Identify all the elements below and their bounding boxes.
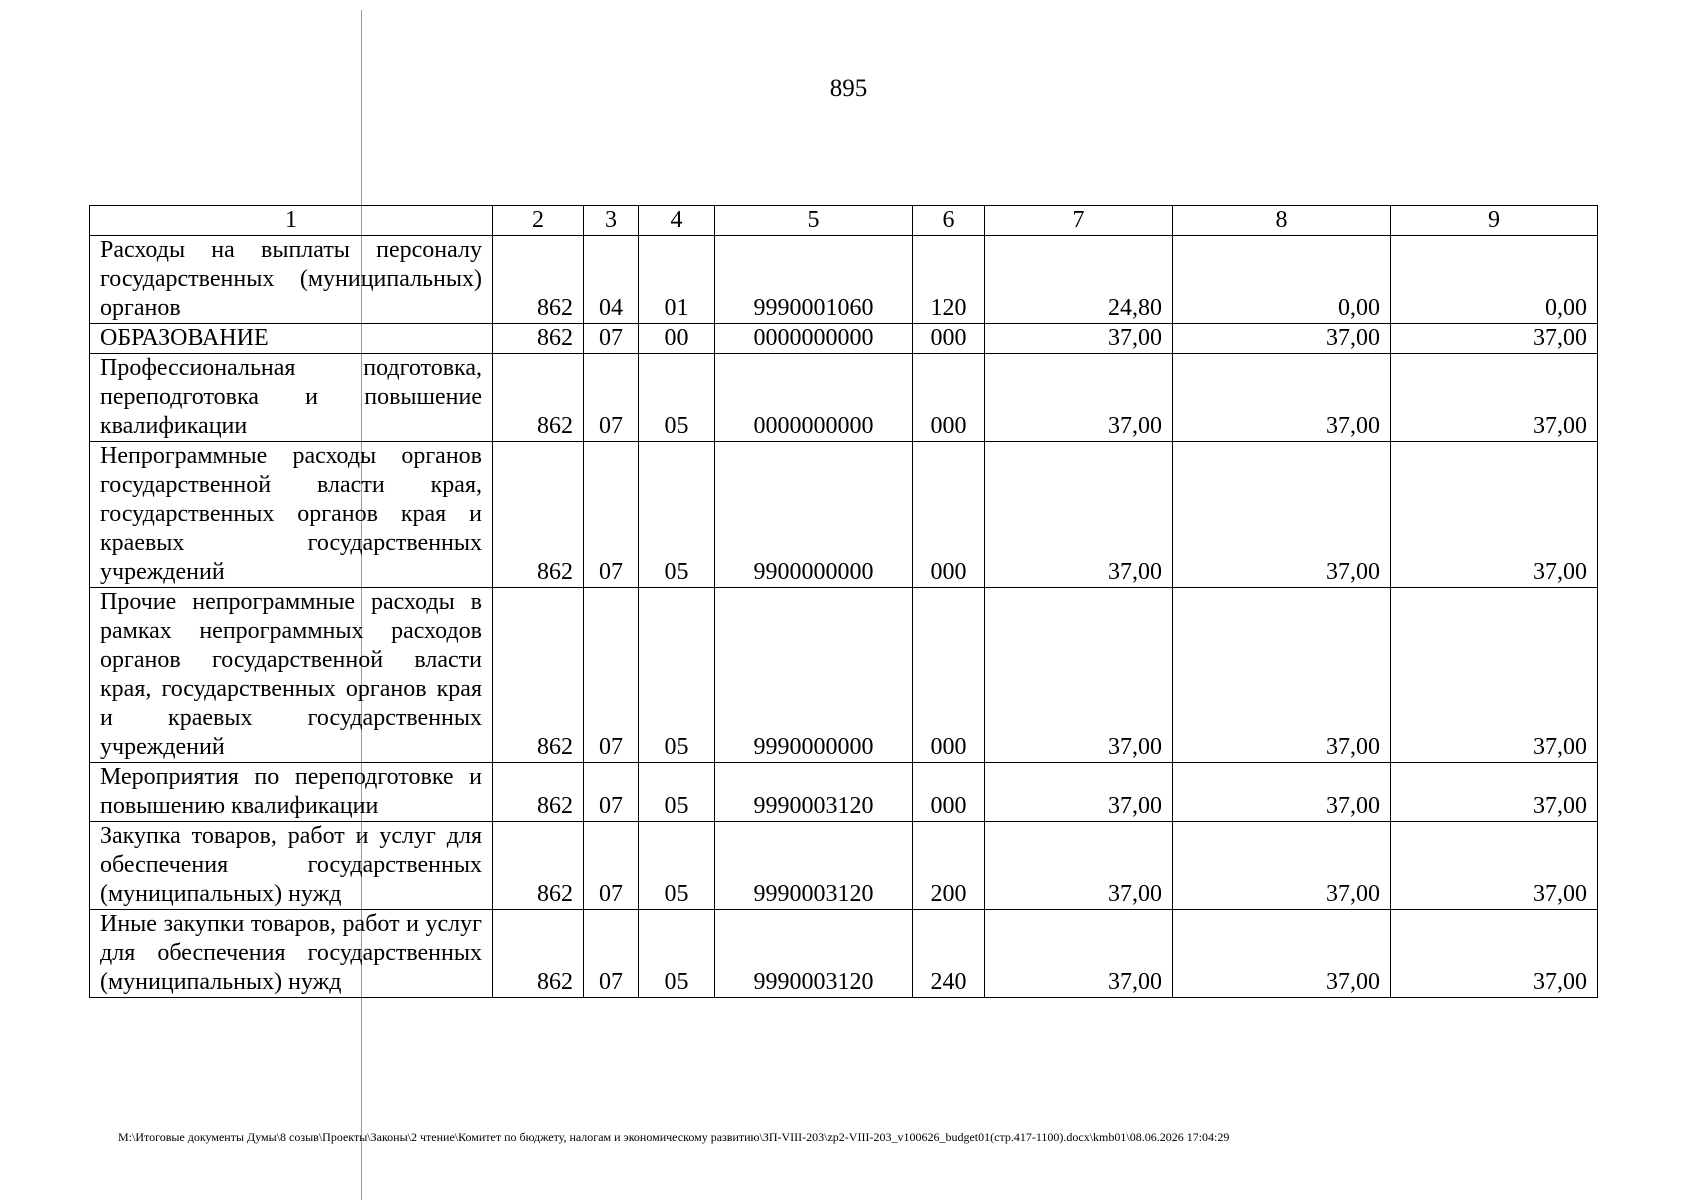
cell-subsection: 05 <box>639 822 715 910</box>
cell-amount-2: 37,00 <box>1173 910 1391 998</box>
cell-target-article: 9990003120 <box>715 822 913 910</box>
cell-expense-type: 000 <box>913 763 985 822</box>
header-cell: 4 <box>639 206 715 236</box>
cell-admin-code: 862 <box>493 822 584 910</box>
cell-amount-3: 37,00 <box>1391 324 1598 354</box>
header-cell: 9 <box>1391 206 1598 236</box>
cell-target-article: 9900000000 <box>715 442 913 588</box>
row-description: Непрограммные расходы органов государственной власти края, государственных органов края и краевых государственных учреждений <box>90 442 493 588</box>
cell-expense-type: 000 <box>913 442 985 588</box>
cell-amount-2: 0,00 <box>1173 236 1391 324</box>
cell-amount-3: 0,00 <box>1391 236 1598 324</box>
cell-amount-3: 37,00 <box>1391 588 1598 763</box>
row-description: Закупка товаров, работ и услуг для обеспечения государственных (муниципальных) нужд <box>90 822 493 910</box>
cell-target-article: 9990003120 <box>715 910 913 998</box>
budget-table <box>89 205 1598 998</box>
table-row <box>90 324 1598 354</box>
table-row <box>90 236 1598 324</box>
header-cell: 2 <box>493 206 584 236</box>
header-cell: 1 <box>90 206 493 236</box>
cell-amount-2: 37,00 <box>1173 822 1391 910</box>
cell-expense-type: 240 <box>913 910 985 998</box>
row-description: ОБРАЗОВАНИЕ <box>90 324 493 354</box>
table-row <box>90 354 1598 442</box>
cell-subsection: 05 <box>639 442 715 588</box>
table-row <box>90 442 1598 588</box>
cell-section: 07 <box>584 763 639 822</box>
cell-amount-2: 37,00 <box>1173 588 1391 763</box>
cell-section: 04 <box>584 236 639 324</box>
cell-subsection: 00 <box>639 324 715 354</box>
cell-section: 07 <box>584 354 639 442</box>
cell-target-article: 9990001060 <box>715 236 913 324</box>
cell-amount-1: 37,00 <box>985 354 1173 442</box>
row-description: Прочие непрограммные расходы в рамках непрограммных расходов органов государственной власти края, государственных органов края и краевых государственных учреждений <box>90 588 493 763</box>
table-header-row <box>90 206 1598 236</box>
cell-target-article: 9990003120 <box>715 763 913 822</box>
cell-expense-type: 000 <box>913 588 985 763</box>
row-description: Расходы на выплаты персоналу государственных (муниципальных) органов <box>90 236 493 324</box>
cell-subsection: 05 <box>639 910 715 998</box>
cell-admin-code: 862 <box>493 588 584 763</box>
table-row <box>90 763 1598 822</box>
cell-amount-1: 37,00 <box>985 910 1173 998</box>
cell-amount-1: 37,00 <box>985 442 1173 588</box>
cell-amount-3: 37,00 <box>1391 822 1598 910</box>
cell-amount-3: 37,00 <box>1391 354 1598 442</box>
cell-admin-code: 862 <box>493 236 584 324</box>
cell-section: 07 <box>584 822 639 910</box>
header-cell: 6 <box>913 206 985 236</box>
table-row <box>90 588 1598 763</box>
cell-subsection: 01 <box>639 236 715 324</box>
cell-amount-2: 37,00 <box>1173 763 1391 822</box>
cell-amount-2: 37,00 <box>1173 354 1391 442</box>
table-row <box>90 910 1598 998</box>
row-description: Мероприятия по переподготовке и повышению квалификации <box>90 763 493 822</box>
cell-amount-1: 37,00 <box>985 763 1173 822</box>
row-description: Профессиональная подготовка, переподготовка и повышение квалификации <box>90 354 493 442</box>
cell-section: 07 <box>584 588 639 763</box>
cell-target-article: 0000000000 <box>715 324 913 354</box>
cell-expense-type: 120 <box>913 236 985 324</box>
cell-amount-3: 37,00 <box>1391 442 1598 588</box>
cell-amount-1: 37,00 <box>985 822 1173 910</box>
cell-section: 07 <box>584 910 639 998</box>
cell-expense-type: 000 <box>913 324 985 354</box>
cell-amount-2: 37,00 <box>1173 324 1391 354</box>
table-row <box>90 822 1598 910</box>
cell-amount-1: 37,00 <box>985 324 1173 354</box>
cell-expense-type: 200 <box>913 822 985 910</box>
cell-admin-code: 862 <box>493 910 584 998</box>
cell-subsection: 05 <box>639 588 715 763</box>
cell-target-article: 9990000000 <box>715 588 913 763</box>
row-description: Иные закупки товаров, работ и услуг для обеспечения государственных (муниципальных) нужд <box>90 910 493 998</box>
cell-expense-type: 000 <box>913 354 985 442</box>
cell-amount-3: 37,00 <box>1391 910 1598 998</box>
cell-section: 07 <box>584 442 639 588</box>
cell-subsection: 05 <box>639 354 715 442</box>
cell-amount-3: 37,00 <box>1391 763 1598 822</box>
cell-admin-code: 862 <box>493 324 584 354</box>
header-cell: 7 <box>985 206 1173 236</box>
header-cell: 3 <box>584 206 639 236</box>
cell-admin-code: 862 <box>493 442 584 588</box>
cell-subsection: 05 <box>639 763 715 822</box>
file-path-footer: M:\Итоговые документы Думы\8 созыв\Проекты\Законы\2 чтение\Комитет по бюджету, налогам и экономическому развитию\ЗП-VIII-203\zp2-VIII-203_v100626_budget01(стр.417-1100).docx\kmb01\08.06.2026 17:04:29 <box>118 1130 1230 1144</box>
cell-target-article: 0000000000 <box>715 354 913 442</box>
cell-amount-1: 24,80 <box>985 236 1173 324</box>
cell-section: 07 <box>584 324 639 354</box>
header-cell: 5 <box>715 206 913 236</box>
cell-admin-code: 862 <box>493 763 584 822</box>
cell-amount-2: 37,00 <box>1173 442 1391 588</box>
cell-admin-code: 862 <box>493 354 584 442</box>
cell-amount-1: 37,00 <box>985 588 1173 763</box>
page-number: 895 <box>829 75 868 102</box>
header-cell: 8 <box>1173 206 1391 236</box>
